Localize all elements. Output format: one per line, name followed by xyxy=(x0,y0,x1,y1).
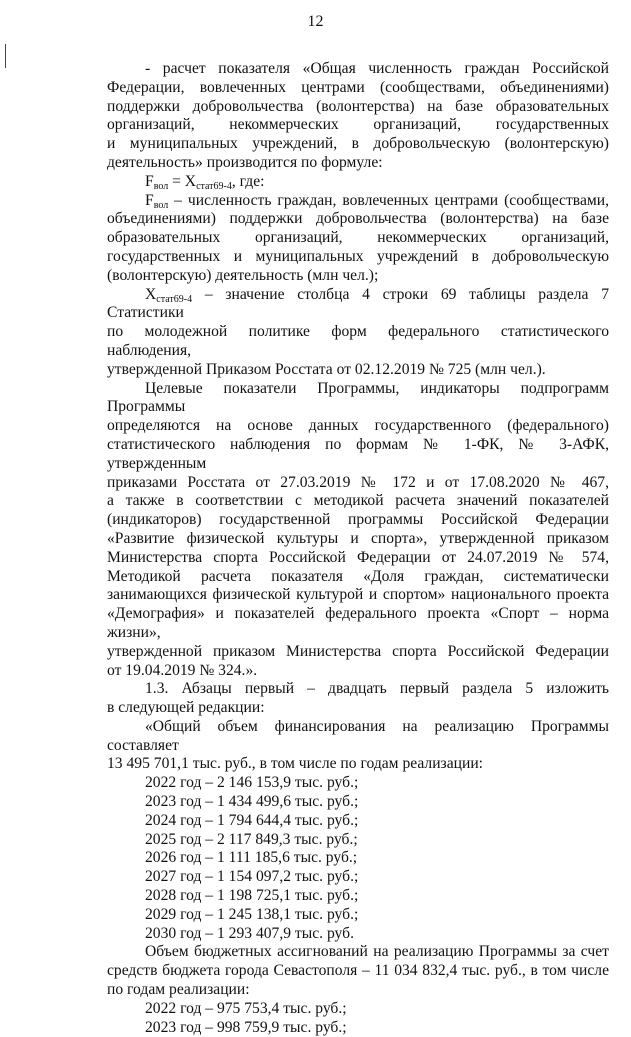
year-item: 2026 год – 1 111 185,6 тыс. руб.; xyxy=(145,849,358,867)
document-body xyxy=(107,60,609,1037)
formula-lhs-sub: вол xyxy=(153,180,169,192)
text-line: в следующей редакции: xyxy=(107,699,265,717)
year-item: 2027 год – 1 154 097,2 тыс. руб.; xyxy=(145,868,359,886)
text-line: образовательных организаций, некоммерческих организаций, xyxy=(107,229,609,247)
text-line: занимающихся физической культурой и спортом» национального проекта xyxy=(107,586,609,604)
year-item: 2022 год – 2 146 153,9 тыс. руб.; xyxy=(145,774,359,792)
text-line: Целевые показатели Программы, индикаторы подпрограмм Программы xyxy=(107,379,609,416)
budget-paragraph xyxy=(107,943,609,999)
formula xyxy=(107,173,609,192)
definition-f xyxy=(107,192,609,286)
text-line: Федерации, вовлеченных центрами (сообществами, объединениями) xyxy=(107,78,609,96)
text-line: Министерства спорта Российской Федерации от 24.07.2019 № 574, xyxy=(107,548,609,566)
formula-lhs: F xyxy=(145,172,154,190)
text-line: поддержки добровольчества (волонтерства) на базе образовательных xyxy=(107,97,609,115)
text-line: (индикаторов) государственной программы Российской Федерации xyxy=(107,511,609,529)
budget-years xyxy=(107,1000,609,1037)
symbol: F xyxy=(145,191,154,209)
text-line: «Демография» и показателей федерального проекта «Спорт – норма жизни», xyxy=(107,605,609,641)
year-item: 2030 год – 1 293 407,9 тыс. руб. xyxy=(145,924,354,942)
text-line: деятельность» производится по формуле: xyxy=(107,153,383,171)
text-line: и муниципальных учреждений, в добровольческую (волонтерскую) xyxy=(107,135,609,153)
text-line xyxy=(107,286,609,324)
text-line: от 19.04.2019 № 324.». xyxy=(107,661,258,679)
year-item: 2022 год – 975 753,4 тыс. руб.; xyxy=(145,999,347,1017)
text-line: определяются на основе данных государственного (федерального) xyxy=(107,417,609,435)
text-line: утвержденной Приказом Росстата от 02.12.2019 № 725 (млн чел.). xyxy=(107,360,546,378)
page-number: 12 xyxy=(307,13,324,30)
text-line: Методикой расчета показателя «Доля граждан, систематически xyxy=(107,567,609,585)
year-item: 2023 год – 1 434 499,6 тыс. руб.; xyxy=(145,793,359,811)
text-line: организаций, некоммерческих организаций, государственных xyxy=(107,116,609,134)
text-line: - расчет показателя «Общая численность граждан Российской xyxy=(145,60,609,77)
formula-rhs-sub: стат69-4 xyxy=(196,180,232,192)
text-line: средств бюджета города Севастополя – 11 034 832,4 тыс. руб., в том числе xyxy=(107,962,609,980)
margin-mark xyxy=(5,44,6,68)
calc-paragraph xyxy=(107,60,609,173)
text-line xyxy=(107,192,609,211)
text-line: 1.3. Абзацы первый – двадцать первый раздела 5 изложить xyxy=(145,680,609,698)
text-line: Объем бюджетных ассигнований на реализацию Программы за счет xyxy=(145,943,609,961)
targets-paragraph xyxy=(107,380,609,681)
text-span: – значение столбца 4 строки 69 таблицы раздела 7 Статистики xyxy=(107,285,609,322)
text-line: статистического наблюдения по формам № 1-ФК, № 3-АФК, утвержденным xyxy=(107,435,609,472)
year-item: 2023 год – 998 759,9 тыс. руб.; xyxy=(145,1018,347,1036)
definition-x xyxy=(107,286,609,380)
text-line: 13 495 701,1 тыс. руб., в том числе по годам реализации: xyxy=(107,755,483,773)
formula-tail: , где: xyxy=(231,172,265,190)
amendment-paragraph xyxy=(107,680,609,718)
text-line: «Общий объем финансирования на реализацию Программы составляет xyxy=(107,717,609,754)
text-line: по молодежной политике форм федерального статистического наблюдения, xyxy=(107,323,609,359)
text-span: – численность граждан, вовлеченных центрами (сообществами, xyxy=(168,191,609,209)
year-item: 2029 год – 1 245 138,1 тыс. руб.; xyxy=(145,905,359,923)
total-funding-years xyxy=(107,774,609,943)
symbol-sub: вол xyxy=(153,199,169,211)
year-item: 2028 год – 1 198 725,1 тыс. руб.; xyxy=(145,887,359,905)
text-line: государственных и муниципальных учреждений в добровольческую xyxy=(107,247,609,265)
text-line: утвержденной приказом Министерства спорта Российской Федерации xyxy=(107,642,609,660)
text-line: объединениями) поддержки добровольчества (волонтерства) на базе xyxy=(107,210,609,228)
symbol: X xyxy=(145,285,157,303)
text-line: (волонтерскую) деятельность (млн чел.); xyxy=(107,266,379,284)
formula-eq: = X xyxy=(168,172,197,190)
year-item: 2025 год – 2 117 849,3 тыс. руб.; xyxy=(145,830,358,848)
text-line: по годам реализации: xyxy=(107,981,250,999)
symbol-sub: стат69-4 xyxy=(156,293,193,305)
total-funding-paragraph xyxy=(107,718,609,774)
text-line: а также в соответствии с методикой расчета значений показателей xyxy=(107,492,609,510)
year-item: 2024 год – 1 794 644,4 тыс. руб.; xyxy=(145,811,359,829)
text-line: приказами Росстата от 27.03.2019 № 172 и от 17.08.2020 № 467, xyxy=(107,473,609,491)
text-line: «Развитие физической культуры и спорта», утвержденной приказом xyxy=(107,529,609,547)
